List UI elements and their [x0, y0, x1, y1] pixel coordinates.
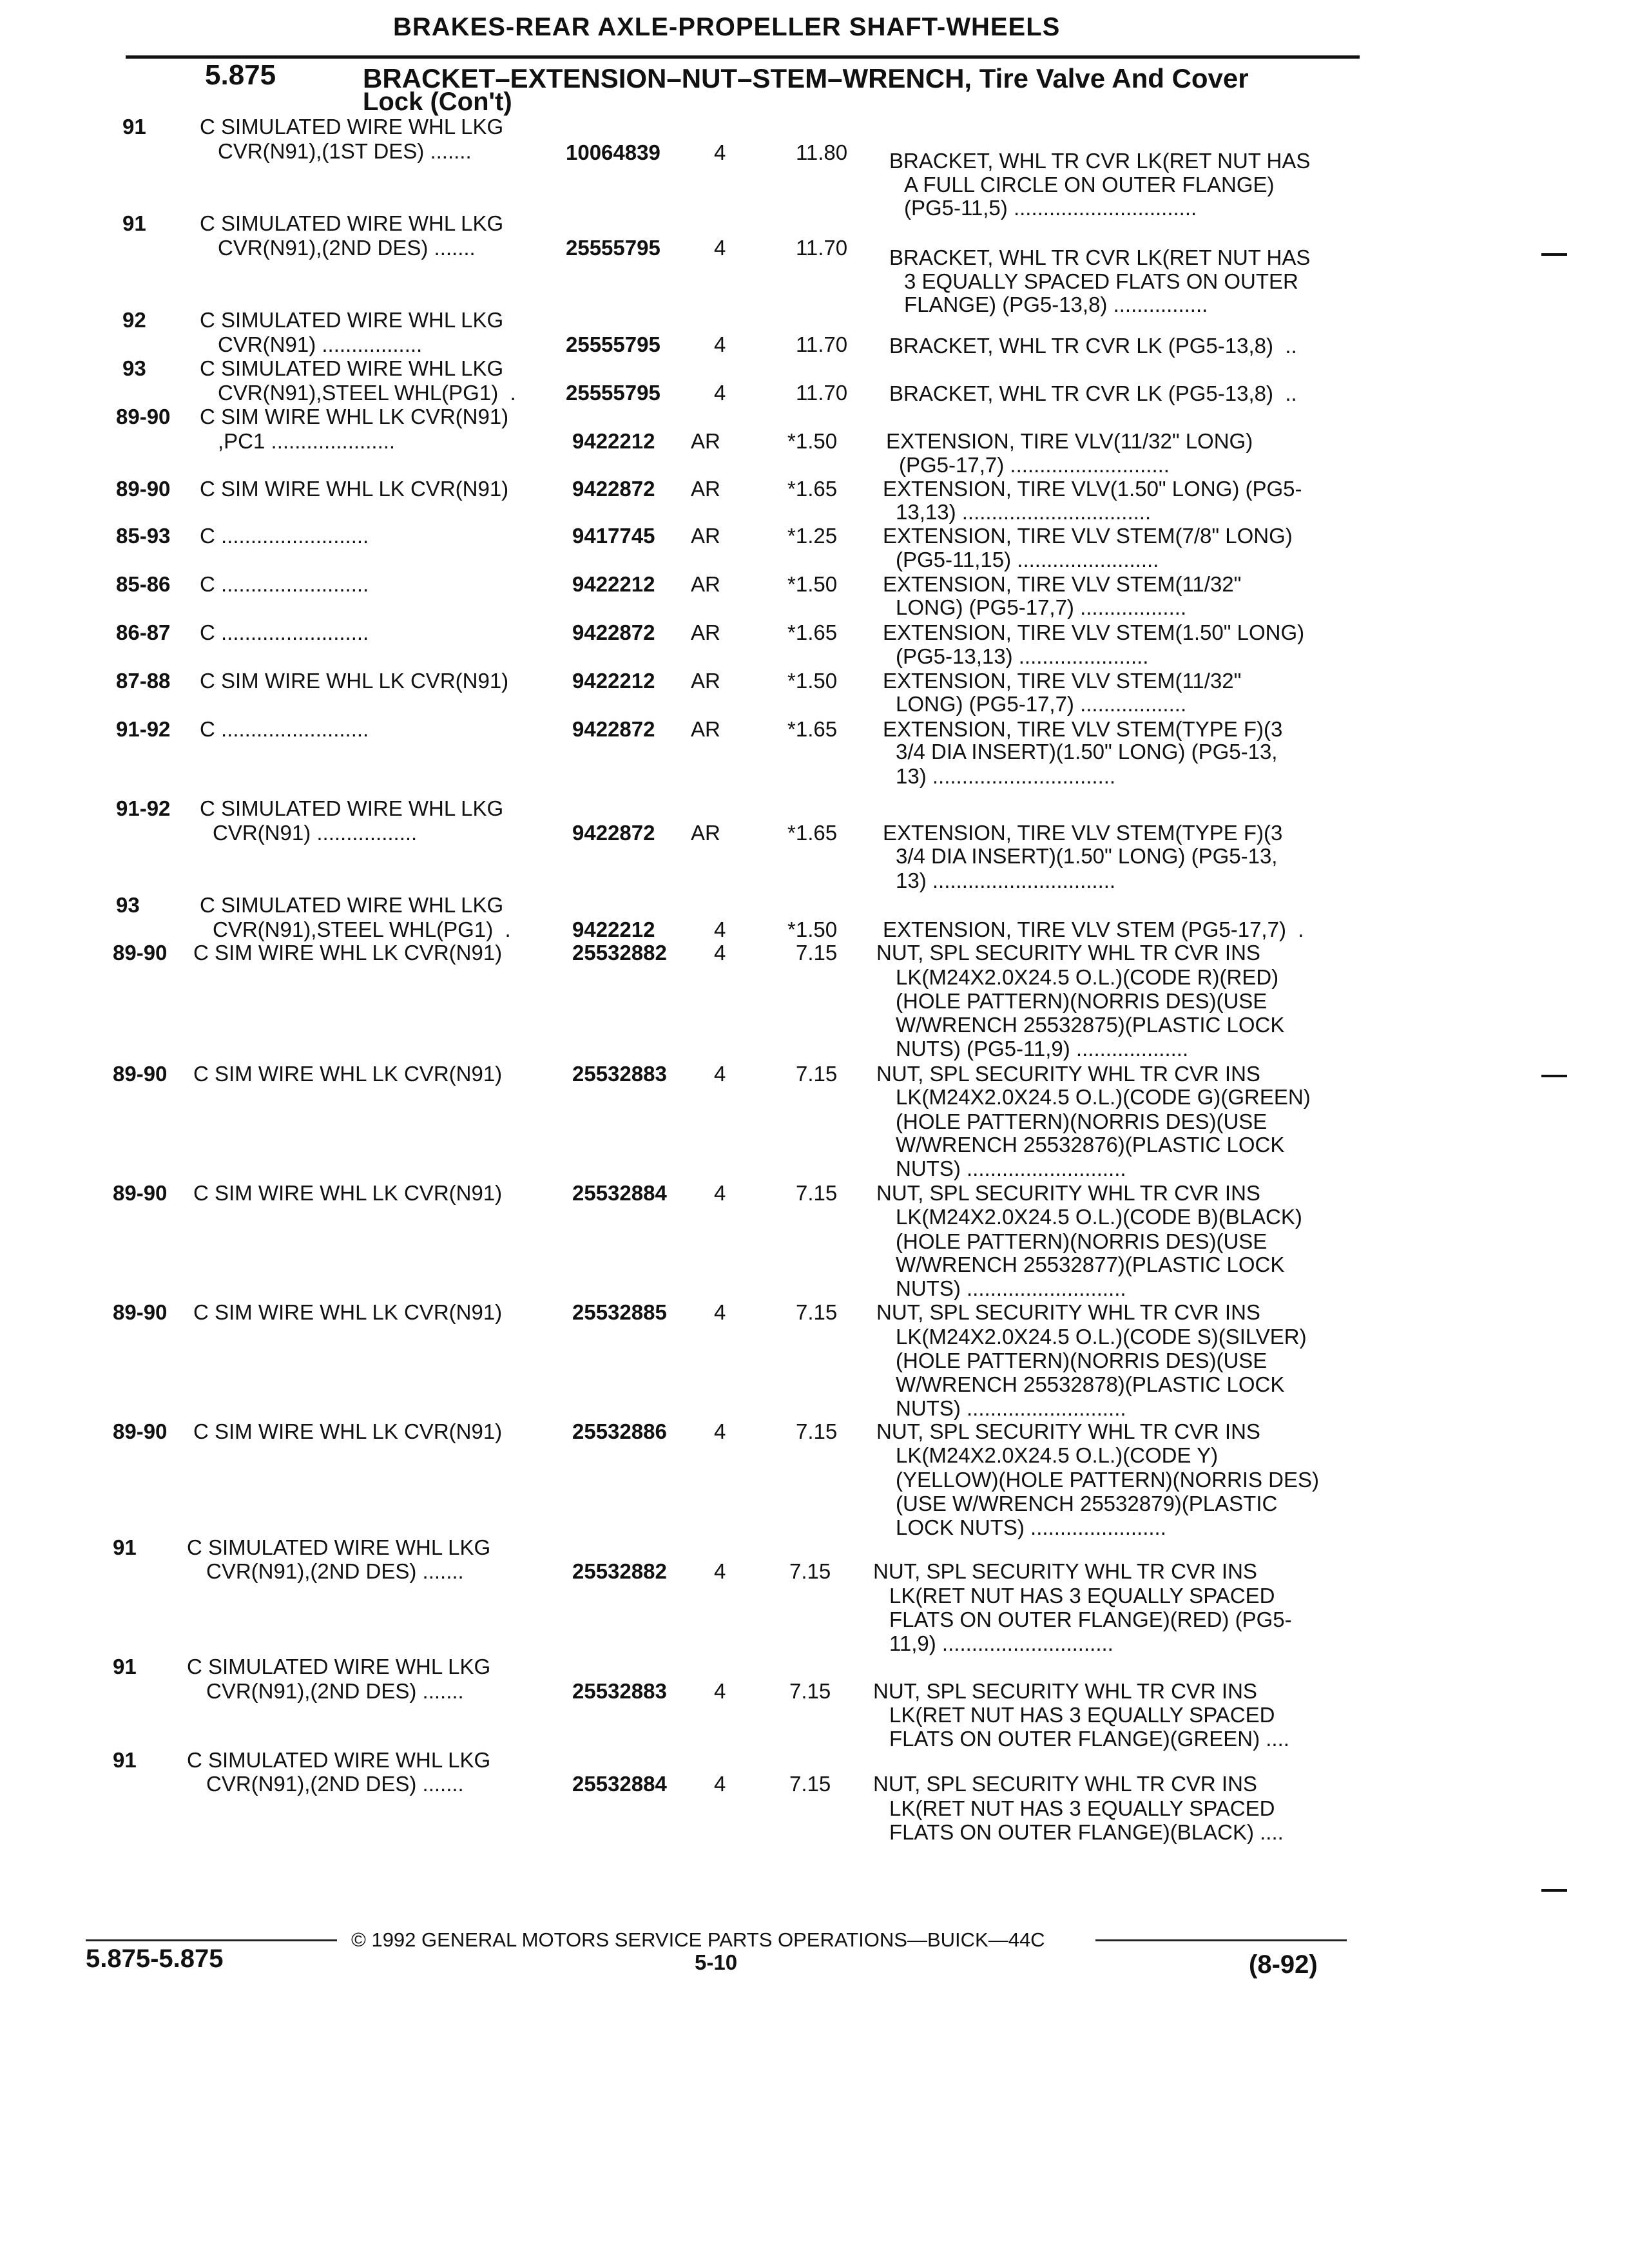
listing-text: 9422212	[572, 429, 655, 453]
listing-text: CVR(N91),(2ND DES) .......	[206, 1679, 464, 1703]
listing-text: C .........................	[200, 620, 369, 644]
listing-text: EXTENSION, TIRE VLV STEM(TYPE F)(3	[883, 821, 1283, 845]
listing-text: *1.65	[787, 620, 838, 644]
listing-text: 11,9) .............................	[889, 1631, 1113, 1655]
listing-text: 7.15	[789, 1772, 831, 1796]
listing-text: NUTS) ...........................	[896, 1157, 1126, 1180]
listing-text: 9422872	[572, 717, 655, 741]
listing-text: CVR(N91),STEEL WHL(PG1) .	[213, 918, 511, 941]
page-header-title: BRAKES-REAR AXLE-PROPELLER SHAFT-WHEELS	[393, 13, 1061, 41]
listing-text: 9422872	[572, 477, 655, 501]
listing-text: FLATS ON OUTER FLANGE)(BLACK) ....	[889, 1820, 1284, 1844]
listing-text: *1.50	[787, 918, 838, 941]
listing-text: 4	[714, 918, 726, 941]
listing-text: AR	[691, 669, 720, 693]
listing-text: CVR(N91),(2ND DES) .......	[206, 1559, 464, 1583]
listing-text: 11.80	[796, 140, 848, 164]
listing-text: C SIM WIRE WHL LK CVR(N91)	[200, 477, 509, 501]
listing-text: 7.15	[796, 1300, 838, 1324]
listing-text: LK(M24X2.0X24.5 O.L.)(CODE Y)	[896, 1443, 1219, 1467]
listing-text: 89-90	[113, 941, 168, 965]
listing-text: 9417745	[572, 524, 655, 548]
listing-text: LK(RET NUT HAS 3 EQUALLY SPACED	[889, 1584, 1275, 1608]
listing-text: NUT, SPL SECURITY WHL TR CVR INS	[876, 1300, 1260, 1324]
listing-text: EXTENSION, TIRE VLV STEM(11/32"	[883, 669, 1242, 693]
listing-text: AR	[691, 572, 720, 596]
listing-text: BRACKET, WHL TR CVR LK (PG5-13,8) ..	[889, 334, 1297, 358]
listing-text: 89-90	[116, 405, 171, 428]
listing-text: (PG5-17,7) ...........................	[899, 453, 1170, 477]
listing-text: A FULL CIRCLE ON OUTER FLANGE)	[904, 173, 1275, 197]
listing-text: AR	[691, 477, 720, 501]
listing-text: 92	[122, 308, 146, 332]
listing-text: LK(RET NUT HAS 3 EQUALLY SPACED	[889, 1703, 1275, 1727]
listing-text: (YELLOW)(HOLE PATTERN)(NORRIS DES)	[896, 1468, 1319, 1492]
listing-text: 4	[714, 941, 726, 965]
listing-text: 4	[714, 236, 726, 260]
listing-text: NUTS) ...........................	[896, 1396, 1126, 1420]
listing-text: W/WRENCH 25532877)(PLASTIC LOCK	[896, 1253, 1285, 1276]
listing-text: 89-90	[116, 477, 171, 501]
footer-rule-left	[86, 1939, 337, 1941]
listing-text: LK(M24X2.0X24.5 O.L.)(CODE S)(SILVER)	[896, 1325, 1307, 1349]
listing-text: 4	[714, 1062, 726, 1086]
listing-text: C SIM WIRE WHL LK CVR(N91)	[200, 669, 509, 693]
listing-text: C SIMULATED WIRE WHL LKG	[200, 893, 504, 917]
listing-text: 91	[122, 115, 146, 139]
listing-text: C SIMULATED WIRE WHL LKG	[187, 1748, 491, 1772]
footer-section-range: 5.875-5.875	[86, 1945, 224, 1973]
listing-text: C SIMULATED WIRE WHL LKG	[187, 1655, 491, 1678]
listing-text: 4	[714, 140, 726, 164]
listing-text: 91	[113, 1655, 137, 1678]
listing-text: C .........................	[200, 717, 369, 741]
listing-text: *1.65	[787, 717, 838, 741]
listing-text: NUT, SPL SECURITY WHL TR CVR INS	[873, 1772, 1257, 1796]
listing-text: BRACKET, WHL TR CVR LK(RET NUT HAS	[889, 245, 1311, 269]
listing-text: NUT, SPL SECURITY WHL TR CVR INS	[873, 1559, 1257, 1583]
listing-text: 4	[714, 1419, 726, 1443]
listing-text: 7.15	[796, 1419, 838, 1443]
listing-text: NUT, SPL SECURITY WHL TR CVR INS	[876, 1181, 1260, 1205]
listing-text: LK(M24X2.0X24.5 O.L.)(CODE R)(RED)	[896, 965, 1279, 989]
listing-text: NUT, SPL SECURITY WHL TR CVR INS	[876, 1062, 1260, 1086]
listing-text: (PG5-13,13) ......................	[896, 644, 1149, 668]
listing-text: (PG5-11,15) ........................	[896, 548, 1159, 572]
listing-text: 13) ...............................	[896, 764, 1116, 788]
listing-text: 25532882	[572, 1559, 667, 1583]
listing-text: 91-92	[116, 717, 171, 741]
listing-text: EXTENSION, TIRE VLV STEM(11/32"	[883, 572, 1242, 596]
listing-text: 7.15	[789, 1679, 831, 1703]
listing-text: 4	[714, 332, 726, 356]
listing-text: (USE W/WRENCH 25532879)(PLASTIC	[896, 1492, 1278, 1515]
listing-text: 93	[122, 356, 146, 380]
listing-text: *1.65	[787, 821, 838, 845]
listing-text: C SIM WIRE WHL LK CVR(N91)	[193, 1181, 503, 1205]
listing-text: *1.50	[787, 669, 838, 693]
footer-page-number: 5-10	[695, 1950, 738, 1974]
listing-text: BRACKET, WHL TR CVR LK (PG5-13,8) ..	[889, 381, 1297, 405]
listing-text: C SIMULATED WIRE WHL LKG	[187, 1535, 491, 1559]
listing-text: 9422872	[572, 821, 655, 845]
listing-text: C .........................	[200, 524, 369, 548]
listing-text: NUT, SPL SECURITY WHL TR CVR INS	[876, 1419, 1260, 1443]
listing-text: NUTS) (PG5-11,9) ...................	[896, 1037, 1189, 1061]
listing-text: 4	[714, 1300, 726, 1324]
listing-text: AR	[691, 717, 720, 741]
listing-text: 13,13) ................................	[896, 500, 1152, 524]
listing-text: AR	[691, 524, 720, 548]
listing-text: CVR(N91),(1ST DES) .......	[218, 139, 472, 163]
listing-text: 9422872	[572, 620, 655, 644]
listing-text: AR	[691, 620, 720, 644]
margin-mark	[1541, 253, 1567, 256]
footer-date-code: (8-92)	[1249, 1950, 1318, 1979]
listing-text: 25532884	[572, 1181, 667, 1205]
header-rule	[126, 55, 1360, 59]
listing-text: 13) ...............................	[896, 869, 1116, 892]
listing-text: 25555795	[566, 236, 660, 260]
listing-text: 89-90	[113, 1300, 168, 1324]
listing-text: EXTENSION, TIRE VLV STEM (PG5-17,7) .	[883, 918, 1304, 941]
listing-text: LK(M24X2.0X24.5 O.L.)(CODE B)(BLACK)	[896, 1205, 1302, 1229]
margin-mark	[1541, 1075, 1567, 1077]
section-number: 5.875	[205, 59, 276, 91]
listing-text: 25555795	[566, 381, 660, 405]
listing-text: 25532883	[572, 1062, 667, 1086]
listing-text: 91	[113, 1748, 137, 1772]
listing-text: 7.15	[796, 941, 838, 965]
listing-text: *1.50	[787, 572, 838, 596]
listing-text: FLANGE) (PG5-13,8) ................	[904, 293, 1208, 316]
listing-text: 25555795	[566, 332, 660, 356]
listing-text: 25532885	[572, 1300, 667, 1324]
listing-text: FLATS ON OUTER FLANGE)(GREEN) ....	[889, 1727, 1289, 1751]
listing-text: 11.70	[796, 332, 848, 356]
listing-text: 85-86	[116, 572, 171, 596]
listing-text: (HOLE PATTERN)(NORRIS DES)(USE	[896, 989, 1268, 1013]
listing-text: 3 EQUALLY SPACED FLATS ON OUTER	[904, 269, 1298, 293]
listing-text: C SIMULATED WIRE WHL LKG	[200, 115, 504, 139]
section-title: BRACKET–EXTENSION–NUT–STEM–WRENCH, Tire Valve And Cover	[363, 63, 1249, 93]
listing-text: 91	[122, 211, 146, 235]
listing-text: LOCK NUTS) .......................	[896, 1515, 1166, 1539]
listing-text: (HOLE PATTERN)(NORRIS DES)(USE	[896, 1110, 1268, 1133]
listing-text: 11.70	[796, 381, 848, 405]
listing-text: 25532882	[572, 941, 667, 965]
listing-text: 93	[116, 893, 140, 917]
listing-text: (HOLE PATTERN)(NORRIS DES)(USE	[896, 1229, 1268, 1253]
listing-text: 4	[714, 381, 726, 405]
listing-text: 85-93	[116, 524, 171, 548]
listing-text: NUT, SPL SECURITY WHL TR CVR INS	[873, 1679, 1257, 1703]
listing-text: NUT, SPL SECURITY WHL TR CVR INS	[876, 941, 1260, 965]
listing-text: LK(M24X2.0X24.5 O.L.)(CODE G)(GREEN)	[896, 1085, 1311, 1109]
listing-text: W/WRENCH 25532875)(PLASTIC LOCK	[896, 1013, 1285, 1037]
listing-text: 4	[714, 1772, 726, 1796]
listing-text: *1.25	[787, 524, 838, 548]
listing-text: LONG) (PG5-17,7) ..................	[896, 595, 1187, 619]
listing-text: CVR(N91),STEEL WHL(PG1) .	[218, 381, 516, 405]
listing-text: W/WRENCH 25532878)(PLASTIC LOCK	[896, 1372, 1285, 1396]
listing-text: C SIMULATED WIRE WHL LKG	[200, 211, 504, 235]
listing-text: C SIM WIRE WHL LK CVR(N91)	[193, 941, 503, 965]
listing-text: W/WRENCH 25532876)(PLASTIC LOCK	[896, 1133, 1285, 1157]
listing-text: 25532883	[572, 1679, 667, 1703]
listing-text: CVR(N91),(2ND DES) .......	[218, 236, 476, 260]
listing-text: 89-90	[113, 1181, 168, 1205]
listing-text: (HOLE PATTERN)(NORRIS DES)(USE	[896, 1349, 1268, 1372]
listing-text: 7.15	[796, 1062, 838, 1086]
listing-text: EXTENSION, TIRE VLV STEM(TYPE F)(3	[883, 717, 1283, 741]
listing-text: 9422212	[572, 572, 655, 596]
listing-text: *1.65	[787, 477, 838, 501]
listing-text: 89-90	[113, 1062, 168, 1086]
listing-text: 11.70	[796, 236, 848, 260]
listing-text: EXTENSION, TIRE VLV STEM(7/8" LONG)	[883, 524, 1293, 548]
listing-text: EXTENSION, TIRE VLV(1.50" LONG) (PG5-	[883, 477, 1302, 501]
listing-text: EXTENSION, TIRE VLV STEM(1.50" LONG)	[883, 620, 1305, 644]
listing-text: 4	[714, 1679, 726, 1703]
listing-text: C SIM WIRE WHL LK CVR(N91)	[193, 1300, 503, 1324]
listing-text: *1.50	[787, 429, 838, 453]
listing-text: CVR(N91) .................	[213, 821, 418, 845]
listing-text: 25532884	[572, 1772, 667, 1796]
listing-text: AR	[691, 429, 720, 453]
listing-text: 3/4 DIA INSERT)(1.50" LONG) (PG5-13,	[896, 740, 1278, 764]
listing-text: LONG) (PG5-17,7) ..................	[896, 692, 1187, 716]
listing-text: 9422212	[572, 918, 655, 941]
listing-text: BRACKET, WHL TR CVR LK(RET NUT HAS	[889, 149, 1311, 173]
listing-text: C SIM WIRE WHL LK CVR(N91)	[200, 405, 509, 428]
listing-text: C SIMULATED WIRE WHL LKG	[200, 308, 504, 332]
listing-text: C SIM WIRE WHL LK CVR(N91)	[193, 1419, 503, 1443]
listing-text: EXTENSION, TIRE VLV(11/32" LONG)	[886, 429, 1253, 453]
listing-text: 25532886	[572, 1419, 667, 1443]
footer-rule-right	[1095, 1939, 1347, 1941]
listing-text: 4	[714, 1181, 726, 1205]
listing-text: ,PC1 .....................	[218, 429, 396, 453]
listing-text: LK(RET NUT HAS 3 EQUALLY SPACED	[889, 1796, 1275, 1820]
listing-text: 4	[714, 1559, 726, 1583]
listing-text: 9422212	[572, 669, 655, 693]
margin-mark	[1541, 1889, 1567, 1892]
listing-text: (PG5-11,5) ...............................	[904, 196, 1197, 220]
listing-text: 7.15	[789, 1559, 831, 1583]
footer-copyright: © 1992 GENERAL MOTORS SERVICE PARTS OPERATIONS—BUICK—44C	[351, 1928, 1045, 1951]
listing-text: C SIMULATED WIRE WHL LKG	[200, 356, 504, 380]
listing-text: 7.15	[796, 1181, 838, 1205]
listing-text: C SIM WIRE WHL LK CVR(N91)	[193, 1062, 503, 1086]
listing-text: NUTS) ...........................	[896, 1276, 1126, 1300]
listing-text: 10064839	[566, 140, 660, 164]
listing-text: AR	[691, 821, 720, 845]
listing-text: C SIMULATED WIRE WHL LKG	[200, 796, 504, 820]
listing-text: 89-90	[113, 1419, 168, 1443]
listing-text: CVR(N91) .................	[218, 332, 423, 356]
section-title-continued: Lock (Con't)	[363, 88, 512, 116]
listing-text: 91-92	[116, 796, 171, 820]
listing-text: 91	[113, 1535, 137, 1559]
listing-text: 86-87	[116, 620, 171, 644]
listing-text: C .........................	[200, 572, 369, 596]
listing-text: 87-88	[116, 669, 171, 693]
listing-text: FLATS ON OUTER FLANGE)(RED) (PG5-	[889, 1608, 1292, 1631]
listing-text: CVR(N91),(2ND DES) .......	[206, 1772, 464, 1796]
listing-text: 3/4 DIA INSERT)(1.50" LONG) (PG5-13,	[896, 844, 1278, 868]
